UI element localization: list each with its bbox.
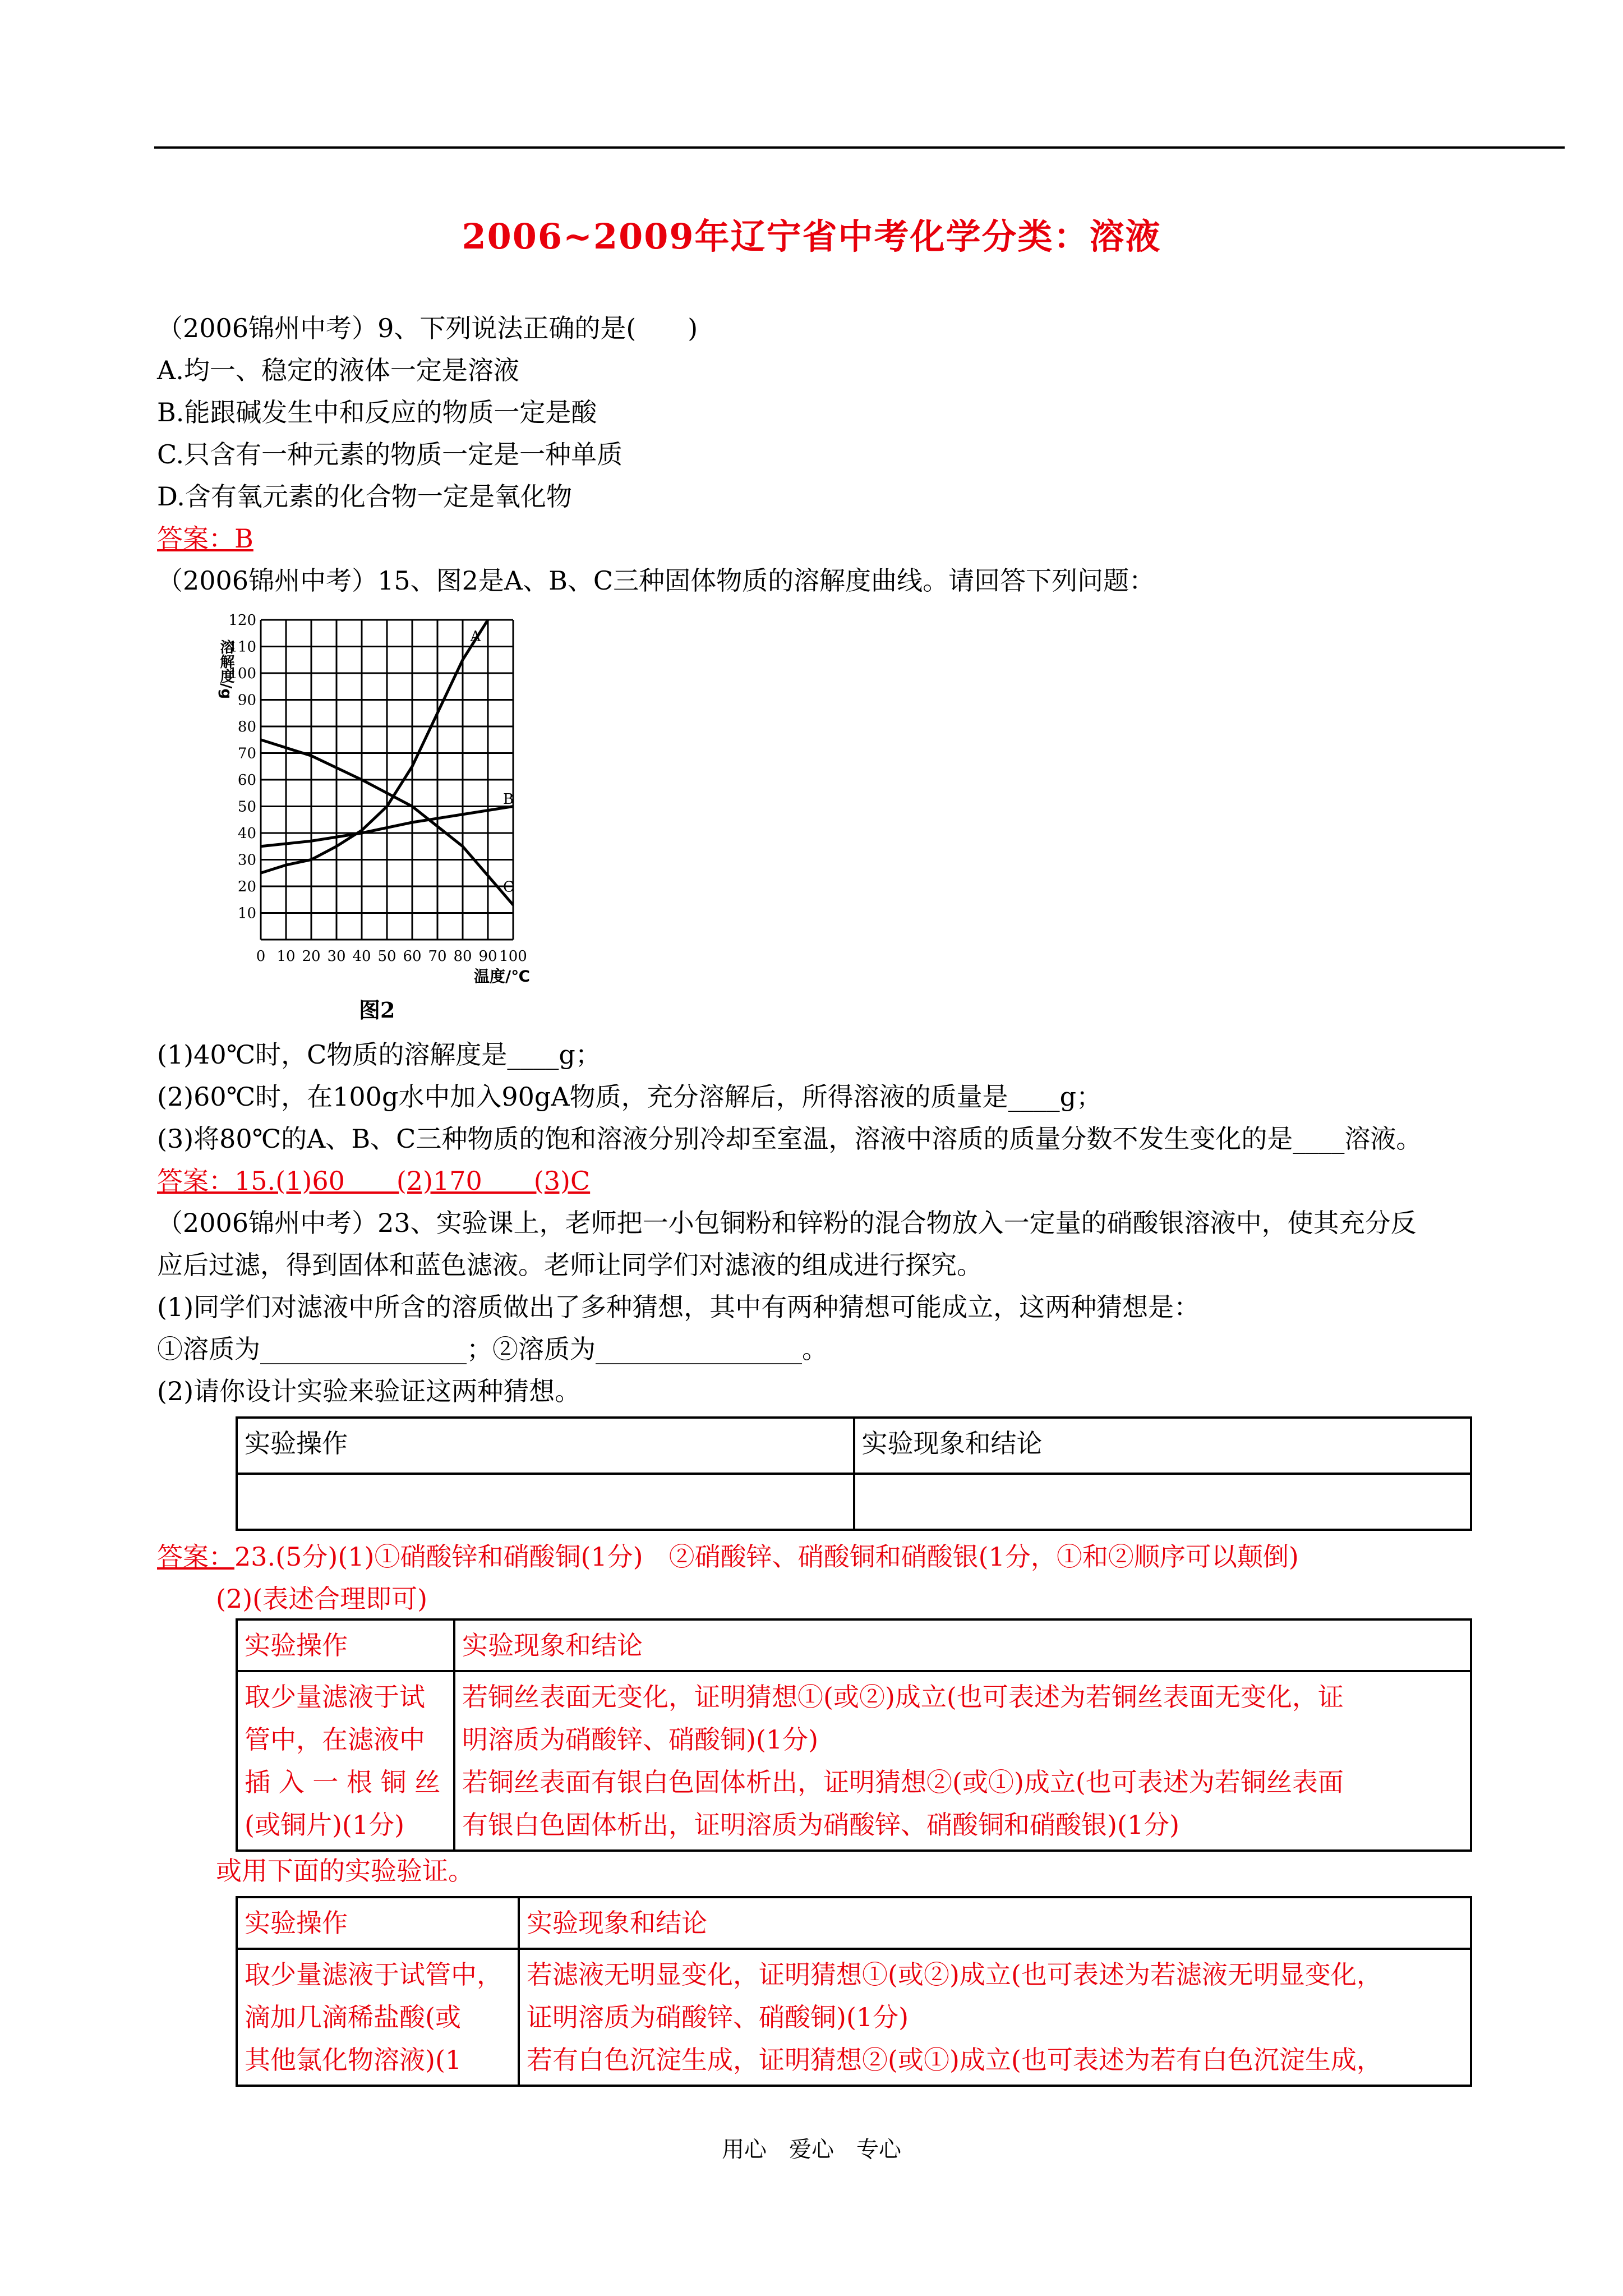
answer-table-1-header-operation: 实验操作 bbox=[237, 1619, 454, 1671]
q23-sub2: (2)请你设计实验来验证这两种猜想。 bbox=[157, 1376, 581, 1406]
y-tick-label: 50 bbox=[237, 798, 256, 816]
figure-label: 图2 bbox=[359, 997, 395, 1023]
table-header-result: 实验现象和结论 bbox=[854, 1418, 1472, 1474]
y-tick-label: 100 bbox=[228, 665, 256, 682]
y-tick-label: 120 bbox=[228, 612, 256, 629]
q9-option-b: B.能跟碱发生中和反应的物质一定是酸 bbox=[157, 397, 597, 427]
y-tick-label: 70 bbox=[237, 745, 256, 762]
x-tick-label: 60 bbox=[403, 948, 422, 965]
q15-sub1: (1)40℃时，C物质的溶解度是____g； bbox=[157, 1039, 601, 1070]
y-tick-label: 110 bbox=[228, 638, 256, 656]
y-axis-label: 溶解度/g bbox=[218, 639, 234, 700]
series-A-label: A bbox=[470, 628, 481, 645]
answer-table-1-result: 若铜丝表面无变化，证明猜想①(或②)成立(也可表述为若铜丝表面无变化，证 明溶质为硝酸锌、硝酸铜)(1分) 若铜丝表面有银白色固体析出，证明猜想②(或①)成立(也可表述为若铜丝表面 有银白色固体析出，证明溶质为硝酸锌、硝酸铜和硝酸银)(1分) bbox=[454, 1671, 1471, 1851]
or-text: 或用下面的实验验证。 bbox=[216, 1856, 474, 1886]
answer-prefix: 答案： bbox=[157, 1542, 234, 1572]
q23-sub1: (1)同学们对滤液中所含的溶质做出了多种猜想，其中有两种猜想可能成立，这两种猜想是： bbox=[157, 1292, 1200, 1322]
table-cell-operation[interactable] bbox=[237, 1474, 854, 1530]
x-axis-label: 温度/℃ bbox=[474, 967, 531, 986]
q9-option-c: C.只含有一种元素的物质一定是一种单质 bbox=[157, 439, 623, 470]
q23-stem-1: （2006锦州中考）23、实验课上，老师把一小包铜粉和锌粉的混合物放入一定量的硝酸银溶液中，使其充分反 bbox=[157, 1208, 1417, 1238]
x-tick-label: 20 bbox=[302, 948, 321, 965]
q15-answer: 答案：15.(1)60 (2)170 (3)C bbox=[157, 1166, 591, 1196]
y-tick-label: 10 bbox=[237, 905, 256, 922]
q15-sub3: (3)将80℃的A、B、C三种物质的饱和溶液分别冷却至室温，溶液中溶质的质量分数不发生变化的是____溶液。 bbox=[157, 1124, 1422, 1154]
answer-table-2-result: 若滤液无明显变化，证明猜想①(或②)成立(也可表述为若滤液无明显变化， 证明溶质为硝酸锌、硝酸铜)(1分) 若有白色沉淀生成，证明猜想②(或①)成立(也可表述为若有白色沉淀生成， bbox=[519, 1949, 1471, 2086]
x-tick-label: 30 bbox=[327, 948, 346, 965]
q9-answer: 答案：B bbox=[157, 523, 253, 554]
answer-table-1-operation: 取少量滤液于试 管中，在滤液中 插 入 一 根 铜 丝 (或铜片)(1分) bbox=[237, 1671, 454, 1851]
page-title: 2006~2009年辽宁省中考化学分类：溶液 bbox=[462, 216, 1161, 257]
solubility-chart bbox=[218, 612, 552, 986]
header-rule bbox=[154, 146, 1565, 149]
q23-stem-2: 应后过滤，得到固体和蓝色滤液。老师让同学们对滤液的组成进行探究。 bbox=[157, 1250, 983, 1280]
y-tick-label: 80 bbox=[237, 719, 256, 735]
y-tick-label: 60 bbox=[237, 772, 256, 789]
y-tick-label: 40 bbox=[237, 825, 256, 842]
q23-answer-line-1 bbox=[157, 1540, 1299, 1573]
x-tick-label: 10 bbox=[276, 948, 296, 965]
q15-sub2: (2)60℃时，在100g水中加入90gA物质，充分溶解后，所得溶液的质量是____g； bbox=[157, 1082, 1103, 1112]
answer-table-2-operation: 取少量滤液于试管中， 滴加几滴稀盐酸(或 其他氯化物溶液)(1 bbox=[237, 1949, 519, 2086]
page-footer: 用心 爱心 专心 bbox=[722, 2137, 901, 2162]
q15-stem: （2006锦州中考）15、图2是A、B、C三种固体物质的溶解度曲线。请回答下列问题： bbox=[157, 565, 1155, 596]
x-tick-label: 70 bbox=[428, 948, 447, 965]
q23-blanks: ①溶质为________________；②溶质为________________。 bbox=[157, 1334, 828, 1364]
y-tick-label: 30 bbox=[237, 852, 256, 869]
answer-table-2-header-result: 实验现象和结论 bbox=[519, 1897, 1471, 1949]
q9-option-d: D.含有氧元素的化合物一定是氧化物 bbox=[157, 481, 572, 512]
x-tick-label: 50 bbox=[377, 948, 396, 965]
x-tick-label: 100 bbox=[499, 948, 527, 965]
x-tick-label: 90 bbox=[478, 948, 497, 965]
answer-table-2 bbox=[236, 1896, 1472, 2087]
answer-table-1 bbox=[236, 1618, 1472, 1852]
q23-answer-line-2: (2)(表述合理即可) bbox=[216, 1584, 428, 1614]
x-tick-label: 0 bbox=[256, 948, 266, 965]
y-tick-label: 20 bbox=[237, 878, 256, 895]
x-tick-label: 40 bbox=[352, 948, 371, 965]
table-header-operation: 实验操作 bbox=[237, 1418, 854, 1474]
x-tick-label: 80 bbox=[453, 948, 472, 965]
q9-stem: （2006锦州中考）9、下列说法正确的是( ) bbox=[157, 313, 698, 343]
answer-table-1-header-result: 实验现象和结论 bbox=[454, 1619, 1471, 1671]
series-C-label: C bbox=[503, 878, 514, 896]
answer-text: 23.(5分)(1)①硝酸锌和硝酸铜(1分) ②硝酸锌、硝酸铜和硝酸银(1分，①和②顺序可以颠倒) bbox=[234, 1542, 1299, 1572]
y-tick-label: 90 bbox=[237, 692, 256, 709]
experiment-table bbox=[236, 1416, 1472, 1531]
table-cell-result[interactable] bbox=[854, 1474, 1472, 1530]
series-A-line bbox=[261, 620, 488, 873]
q9-option-a: A.均一、稳定的液体一定是溶液 bbox=[157, 355, 519, 385]
series-B-label: B bbox=[503, 790, 514, 808]
answer-table-2-header-operation: 实验操作 bbox=[237, 1897, 519, 1949]
